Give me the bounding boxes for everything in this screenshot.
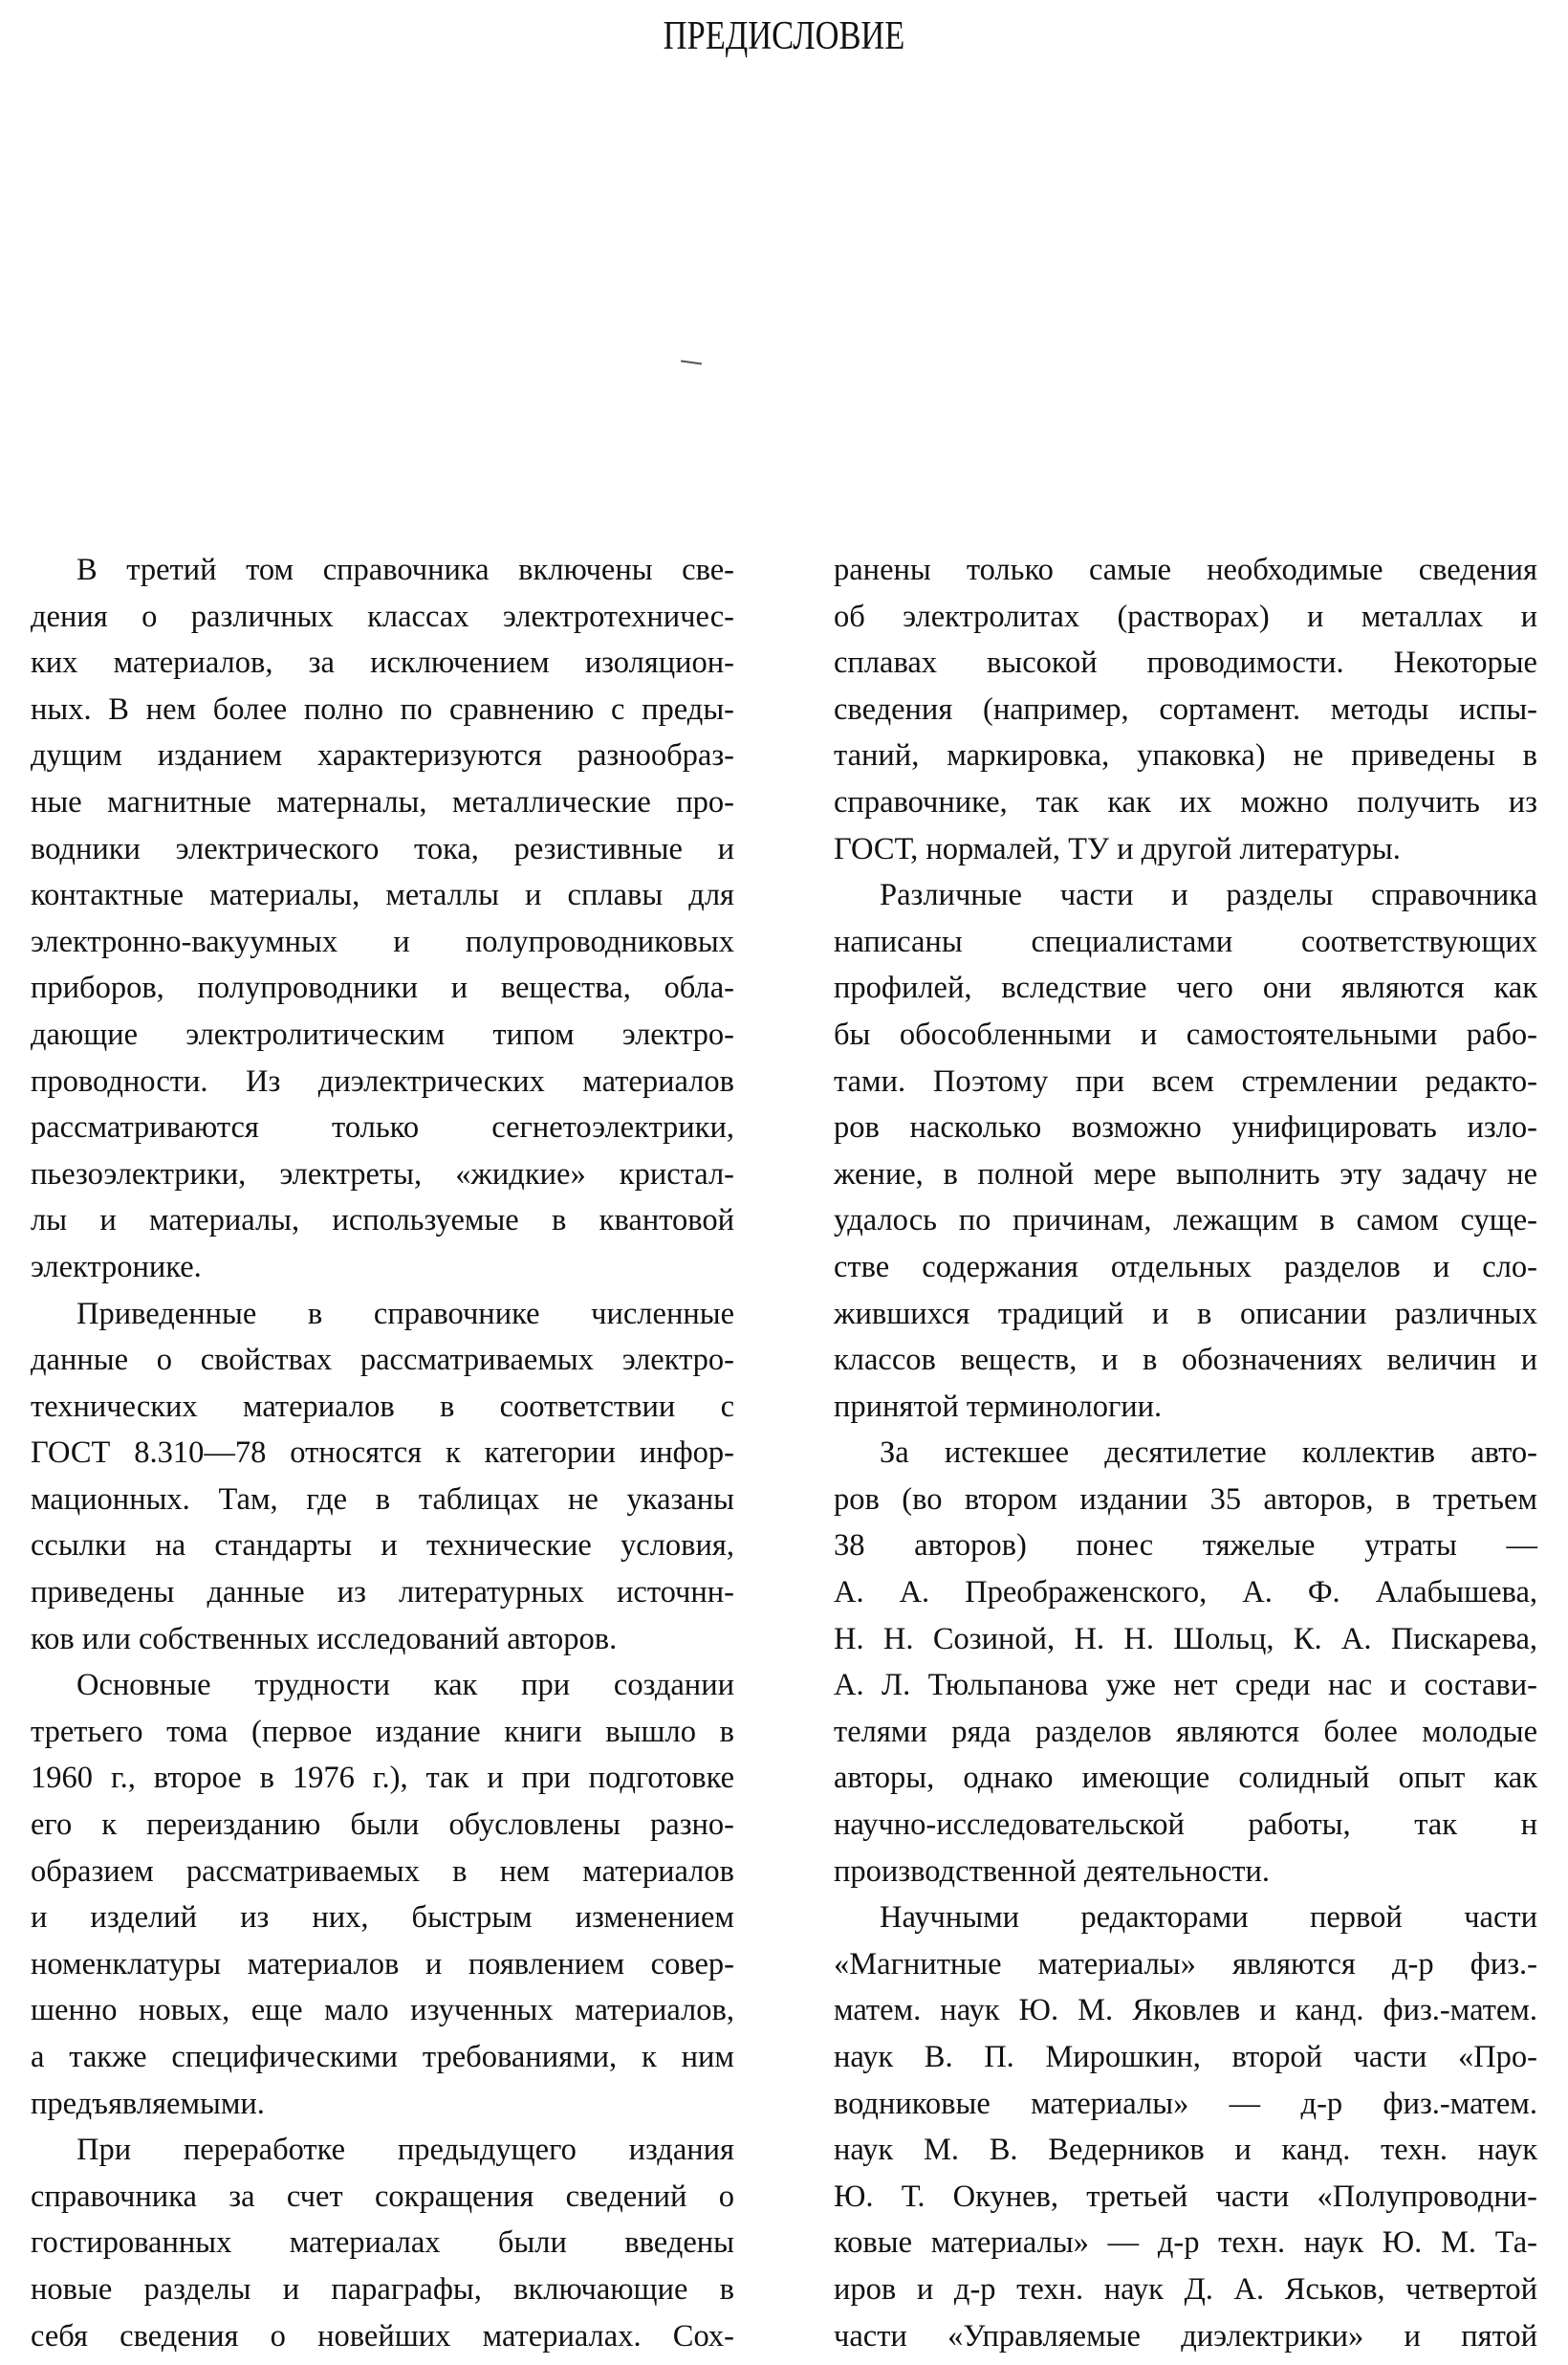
text-line: ранены только самые необходимые сведения [834, 553, 1537, 587]
text-line: Ю. Т. Окунев, третьей части «Полупроводни- [834, 2179, 1537, 2214]
text-line: ров (во втором издании 35 авторов, в третьем [834, 1481, 1537, 1517]
text-line: бы обособленными и самостоятельными рабо- [834, 1017, 1537, 1052]
text-line: жение, в полной мере выполнить эту задачу не [834, 1156, 1537, 1192]
text-line: наук В. П. Мирошкин, второй части «Про- [834, 2040, 1537, 2074]
text-line: водники электрического тока, резистивные и [31, 831, 734, 866]
text-line: Различные части и разделы справочника [880, 878, 1537, 913]
text-column-right [834, 547, 1537, 2359]
text-line: образием рассматриваемых в нем материалов [31, 1853, 734, 1889]
text-line: классов веществ, и в обозначениях величин и [834, 1343, 1537, 1378]
text-line: электронно-вакуумных и полупроводниковых [31, 924, 734, 959]
text-line: лы и материалы, используемые в квантовой [31, 1203, 734, 1238]
text-line: тами. Поэтому при всем стремлении редакто- [834, 1063, 1537, 1099]
text-line: Научными редакторами первой части [880, 1900, 1537, 1936]
text-line: номенклатуры материалов и появлением совер- [31, 1946, 734, 1982]
page-title: ПРЕДИСЛОВИЕ [663, 14, 905, 58]
text-line: «Магнитные материалы» являются д-р физ.- [834, 1946, 1537, 1982]
text-line: а также специфическими требованиями, к ним [31, 2040, 734, 2074]
text-line: телями ряда разделов являются более молодые [834, 1714, 1537, 1749]
text-line: ГОСТ 8.310—78 относятся к категории инфор- [31, 1435, 734, 1471]
text-line: технических материалов в соответствии с [31, 1389, 734, 1424]
text-line: А. А. Преображенского, А. Ф. Алабышева, [834, 1575, 1537, 1610]
text-line: дущим изданием характеризуются разнообраз- [31, 738, 734, 774]
text-line: предъявляемыми. [31, 2086, 265, 2121]
text-line: сведения (например, сортамент. методы испы- [834, 691, 1537, 727]
text-line: ковые материалы» — д-р техн. наук Ю. М. Та- [834, 2225, 1537, 2261]
text-line: наук М. В. Ведерников и канд. техн. наук [834, 2133, 1537, 2168]
scan-artifact [681, 360, 702, 364]
text-line: стве содержания отдельных разделов и сло- [834, 1249, 1537, 1284]
text-line: ков или собственных исследований авторов. [31, 1621, 618, 1656]
text-line: таний, маркировка, упаковка) не приведены в [834, 738, 1537, 774]
text-line: научно-исследовательской работы, так н [834, 1807, 1537, 1843]
text-line: удалось по причинам, лежащим в самом суще- [834, 1203, 1537, 1238]
text-line: электронике. [31, 1249, 202, 1284]
text-line: новые разделы и параграфы, включающие в [31, 2271, 734, 2307]
text-line: написаны специалистами соответствующих [834, 924, 1537, 959]
text-line: Н. Н. Созиной, Н. Н. Шольц, К. А. Пискарева, [834, 1621, 1537, 1656]
text-line: жившихся традиций и в описании различных [834, 1296, 1537, 1331]
text-line: ГОСТ, нормалей, ТУ и другой литературы. [834, 831, 1401, 866]
text-line: иров и д-р техн. наук Д. А. Яськов, четвертой [834, 2271, 1537, 2307]
text-line: водниковые материалы» — д-р физ.-матем. [834, 2086, 1537, 2121]
text-line: третьего тома (первое издание книги вышло в [31, 1714, 734, 1749]
text-line: За истекшее десятилетие коллектив авто- [880, 1435, 1537, 1471]
text-line: приведены данные из литературных источнн- [31, 1575, 734, 1610]
text-line: ных. В нем более полно по сравнению с преды- [31, 691, 734, 727]
text-line: части «Управляемые диэлектрики» и пятой [834, 2318, 1537, 2354]
text-line: матем. наук Ю. М. Яковлев и канд. физ.-матем. [834, 1993, 1537, 2028]
text-line: и изделий из них, быстрым изменением [31, 1900, 734, 1936]
text-line: А. Л. Тюльпанова уже нет среди нас и состави- [834, 1668, 1537, 1703]
text-line: производственной деятельности. [834, 1853, 1271, 1889]
text-line: ные магнитные матерналы, металлические про- [31, 784, 734, 820]
text-line: справочнике, так как их можно получить из [834, 784, 1537, 820]
text-line: профилей, вследствие чего они являются как [834, 971, 1537, 1006]
text-line: его к переизданию были обусловлены разно- [31, 1807, 734, 1843]
text-line: справочника за счет сокращения сведений о [31, 2179, 734, 2214]
text-line: В третий том справочника включены све- [76, 553, 734, 587]
text-column-left [31, 547, 734, 2359]
text-line: ссылки на стандарты и технические условия, [31, 1528, 734, 1564]
text-line: Основные трудности как при создании [76, 1668, 734, 1703]
text-line: ких материалов, за исключением изоляцион- [31, 646, 734, 681]
text-line: принятой терминологии. [834, 1389, 1163, 1424]
text-line: об электролитах (растворах) и металлах и [834, 599, 1537, 634]
text-line: 38 авторов) понес тяжелые утраты — [834, 1528, 1537, 1564]
text-line: проводности. Из диэлектрических материалов [31, 1063, 734, 1099]
text-line: гостированных материалах были введены [31, 2225, 734, 2261]
text-line: данные о свойствах рассматриваемых электро- [31, 1343, 734, 1378]
text-line: шенно новых, еще мало изученных материалов, [31, 1993, 734, 2028]
text-line: пьезоэлектрики, электреты, «жидкие» кристал- [31, 1156, 734, 1192]
text-line: сплавах высокой проводимости. Некоторые [834, 646, 1537, 681]
text-line: 1960 г., второе в 1976 г.), так и при подготовке [31, 1761, 734, 1796]
text-line: дения о различных классах электротехничес- [31, 599, 734, 634]
text-line: контактные материалы, металлы и сплавы для [31, 878, 734, 913]
text-line: Приведенные в справочнике численные [76, 1296, 734, 1331]
text-line: себя сведения о новейших материалах. Сох- [31, 2318, 734, 2354]
text-line: приборов, полупроводники и вещества, обла- [31, 971, 734, 1006]
text-line: мационных. Там, где в таблицах не указаны [31, 1481, 734, 1517]
text-line: дающие электролитическим типом электро- [31, 1017, 734, 1052]
text-line: рассматриваются только сегнетоэлектрики, [31, 1110, 734, 1146]
text-line: ров насколько возможно унифицировать изло- [834, 1110, 1537, 1146]
text-line: авторы, однако имеющие солидный опыт как [834, 1761, 1537, 1796]
text-line: При переработке предыдущего издания [76, 2133, 734, 2168]
